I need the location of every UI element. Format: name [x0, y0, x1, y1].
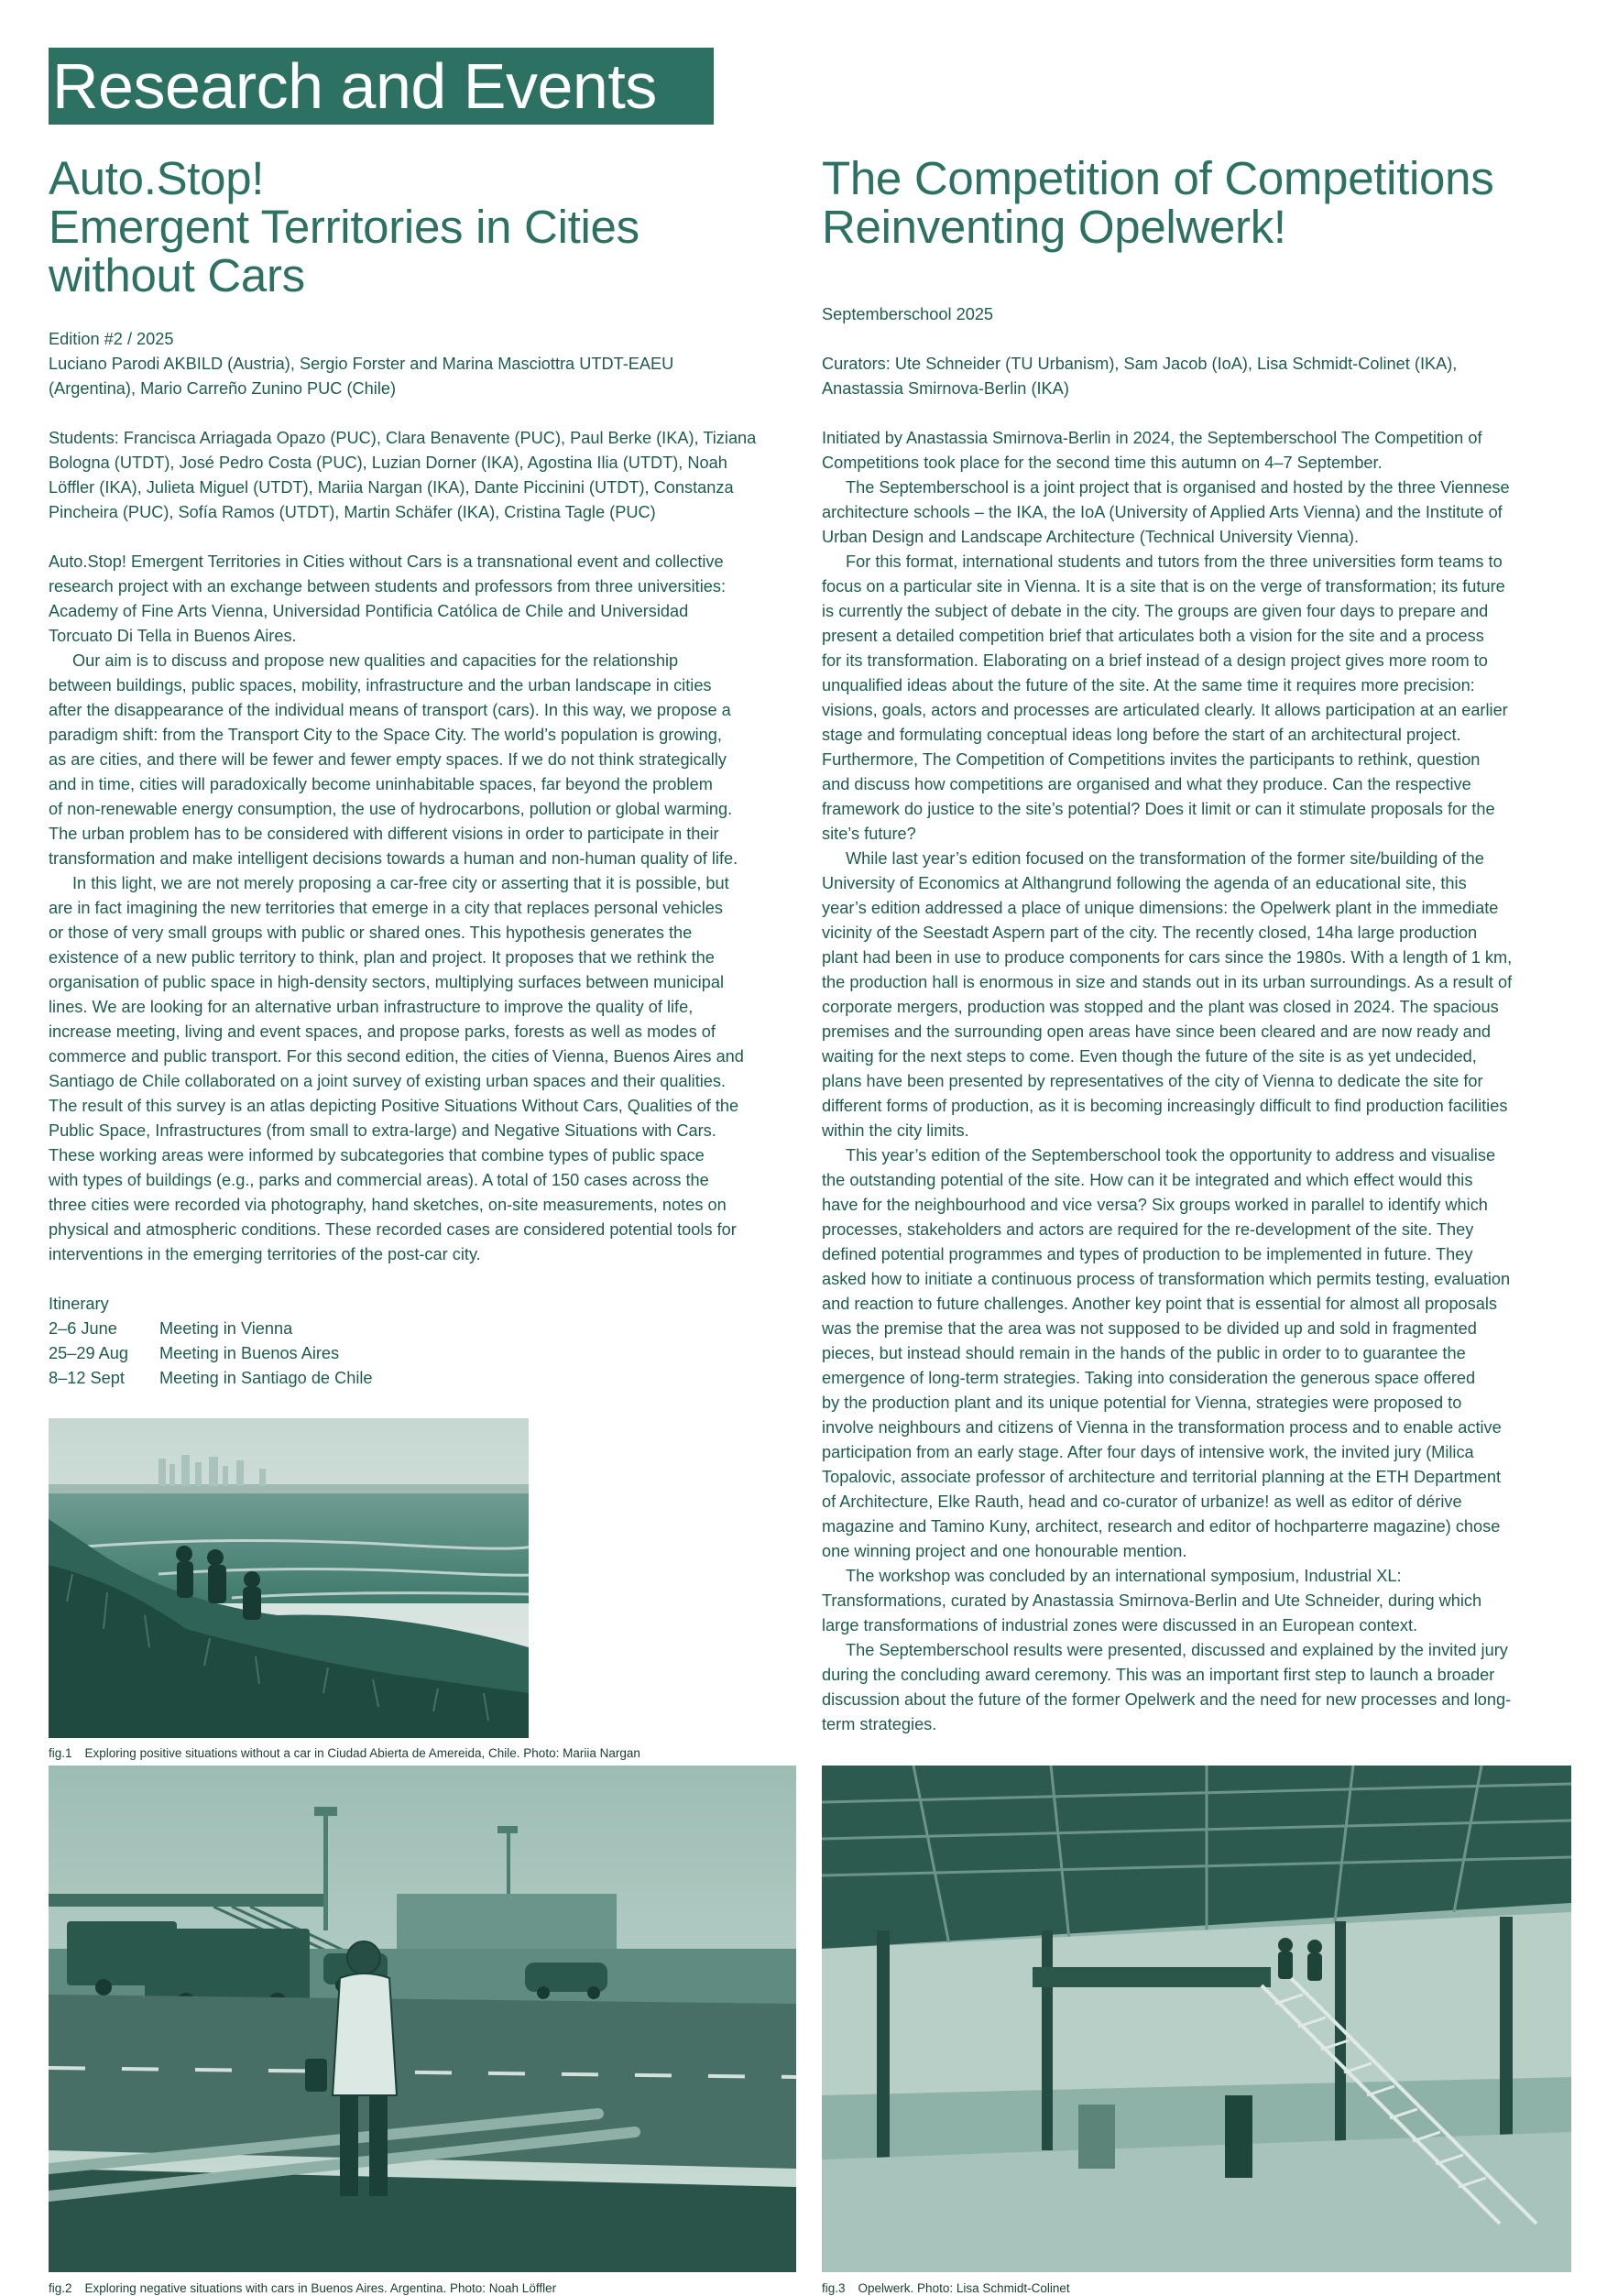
factory-photo-image — [822, 1766, 1571, 2272]
paragraph-line: site’s future? — [822, 825, 916, 843]
itinerary-row: 25–29 Aug Meeting in Buenos Aires — [49, 1344, 340, 1362]
paragraph-line: transformation and make intelligent decisions towards a human and non-human quality of life. — [49, 849, 738, 868]
paragraph-line: interventions in the emerging territories of the post-car city. — [49, 1245, 481, 1263]
itinerary — [49, 1292, 798, 1391]
paragraph-line: within the city limits. — [822, 1121, 969, 1140]
article-heading: The Competition of Competitions Reinventing Opelwerk! — [822, 152, 1494, 253]
paragraph-line: The urban problem has to be considered with different visions in order to participate in their — [49, 825, 719, 843]
article-auto-stop — [49, 154, 798, 1391]
paragraph-line: defined potential programmes and types of production to be implemented in future. They — [822, 1245, 1473, 1263]
paragraph-line: Initiated by Anastassia Smirnova-Berlin in 2024, the Septemberschool The Competition of — [822, 429, 1482, 447]
paragraph-line: for its transformation. Elaborating on a brief instead of a design project gives more room to — [822, 651, 1488, 670]
paragraph-line: The result of this survey is an atlas depicting Positive Situations Without Cars, Qualities of the — [49, 1097, 739, 1115]
paragraph-line: and discuss how competitions are organised and what they produce. Can the respective — [822, 775, 1471, 793]
paragraph-line: was the premise that the area was not supposed to be divided up and sold in fragmented — [822, 1319, 1477, 1338]
paragraph-line: the production hall is enormous in size and stands out in its urban surroundings. As a result of — [822, 973, 1513, 991]
paragraph-line: present a detailed competition brief that articulates both a vision for the site and a process — [822, 627, 1484, 645]
paragraph-line: The Septemberschool results were presented, discussed and explained by the invited jury — [846, 1641, 1508, 1659]
paragraph-line: Torcuato Di Tella in Buenos Aires. — [49, 627, 297, 645]
paragraph-line: increase meeting, living and event spaces, and propose parks, forests as well as modes of — [49, 1022, 716, 1041]
article-competition — [822, 154, 1571, 1737]
body-paragraph — [822, 1638, 1571, 1737]
paragraph-line: different forms of production, as it is becoming increasingly difficult to find production facilities — [822, 1097, 1508, 1115]
paragraph-line: Public Space, Infrastructures (from small to extra-large) and Negative Situations with Cars. — [49, 1121, 716, 1140]
paragraph-line: the outstanding potential of the site. How can it be integrated and which effect would this — [822, 1171, 1473, 1189]
paragraph-line: after the disappearance of the individual means of transport (cars). In this way, we propose a — [49, 701, 731, 719]
paragraph-line: emergence of long-term strategies. Taking into consideration the generous space offered — [822, 1369, 1476, 1387]
paragraph-line: year’s edition addressed a place of unique dimensions: the Opelwerk plant in the immediate — [822, 899, 1499, 917]
body-paragraph — [822, 847, 1571, 1143]
paragraph-line: have for the neighbourhood and vice versa? Six groups worked in parallel to identify which — [822, 1196, 1488, 1214]
article-heading: Auto.Stop! Emergent Territories in Cities without Cars — [49, 152, 640, 301]
paragraph-line: existence of a new public territory to think, plan and project. It proposes that we rethink the — [49, 948, 715, 967]
body-paragraph — [822, 1564, 1571, 1638]
article-body — [822, 426, 1571, 1737]
paragraph-line: physical and atmospheric conditions. These recorded cases are considered potential tools for — [49, 1220, 737, 1239]
paragraph-line: While last year’s edition focused on the transformation of the former site/building of the — [846, 849, 1484, 868]
body-paragraph — [822, 426, 1571, 476]
highway-photo-image — [49, 1766, 796, 2272]
figure-1-caption: fig.1 Exploring positive situations without a car in Ciudad Abierta de Amereida, Chile. Photo: Mariia Nargan — [49, 1746, 640, 1760]
paragraph-line: architecture schools – the IKA, the IoA (University of Applied Arts Vienna) and the Institute of — [822, 503, 1503, 521]
paragraph-line: plant had been in use to produce components for cars since the 1980s. With a length of 1 km, — [822, 948, 1513, 967]
curators-list: Curators: Ute Schneider (TU Urbanism), Sam Jacob (IoA), Lisa Schmidt-Colinet (IKA), Anastassia Smirnova-Berlin (IKA) — [822, 355, 1458, 398]
paragraph-line: Competitions took place for the second time this autumn on 4–7 September. — [822, 454, 1383, 472]
paragraph-line: premises and the surrounding open areas have since been cleared and are now ready and — [822, 1022, 1492, 1041]
paragraph-line: stage and formulating conceptual ideas long before the start of an architectural project. — [822, 726, 1461, 744]
paragraph-line: processes, stakeholders and actors are required for the re-development of the site. They — [822, 1220, 1474, 1239]
paragraph-line: paradigm shift: from the Transport City to the Space City. The world’s population is growing, — [49, 726, 722, 744]
figure-3-photo — [822, 1766, 1571, 2272]
paragraph-line: organisation of public space in high-density sectors, multiplying surfaces between municipal — [49, 973, 724, 991]
tutors-list: Luciano Parodi AKBILD (Austria), Sergio Forster and Marina Masciottra UTDT-EAEU (Argentina), Mario Carreño Zunino PUC (Chile) — [49, 355, 674, 398]
body-paragraph — [49, 550, 798, 649]
figure-1-photo — [49, 1418, 529, 1738]
paragraph-line: discussion about the future of the former Opelwerk and the need for new processes and long- — [822, 1690, 1512, 1709]
edition-label: Edition #2 / 2025 — [49, 330, 174, 348]
paragraph-line: These working areas were informed by subcategories that combine types of public space — [49, 1146, 705, 1164]
subtitle: Septemberschool 2025 — [822, 305, 994, 323]
paragraph-line: three cities were recorded via photography, hand sketches, on-site measurements, notes on — [49, 1196, 727, 1214]
paragraph-line: For this format, international students and tutors from the three universities form teams to — [846, 552, 1503, 571]
itinerary-row: 8–12 Sept Meeting in Santiago de Chile — [49, 1369, 373, 1387]
paragraph-line: of non-renewable energy consumption, the use of hydrocarbons, pollution or global warming. — [49, 800, 733, 818]
figure-3-caption: fig.3 Opelwerk. Photo: Lisa Schmidt-Colinet — [822, 2281, 1070, 2295]
paragraph-line: In this light, we are not merely proposing a car-free city or asserting that it is possible, but — [72, 874, 729, 892]
paragraph-line: involve neighbours and citizens of Vienna in the transformation process and to enable active — [822, 1418, 1502, 1437]
paragraph-line: are in fact imagining the new territories that emerge in a city that replaces personal vehicles — [49, 899, 723, 917]
paragraph-line: Academy of Fine Arts Vienna, Universidad Pontificia Católica de Chile and Universidad — [49, 602, 689, 620]
paragraph-line: of Architecture, Elke Rauth, head and co-curator of urbanize! as well as editor of dérive — [822, 1492, 1462, 1511]
paragraph-line: research project with an exchange between students and professors from three universities: — [49, 577, 727, 596]
paragraph-line: lines. We are looking for an alternative urban infrastructure to improve the quality of life, — [49, 998, 694, 1016]
paragraph-line: one winning project and one honourable mention. — [822, 1542, 1187, 1560]
paragraph-line: Transformations, curated by Anastassia Smirnova-Berlin and Ute Schneider, during which — [822, 1591, 1482, 1610]
paragraph-line: University of Economics at Althangrund following the agenda of an educational site, this — [822, 874, 1467, 892]
paragraph-line: vicinity of the Seestadt Aspern part of the city. The recently closed, 14ha large production — [822, 924, 1478, 942]
paragraph-line: Topalovic, associate professor of architecture and territorial planning at the ETH Department — [822, 1468, 1502, 1486]
itinerary-row: 2–6 June Meeting in Vienna — [49, 1319, 293, 1338]
figure-2-caption: fig.2 Exploring negative situations with cars in Buenos Aires. Argentina. Photo: Noah Löffler — [49, 2281, 557, 2295]
paragraph-line: and reaction to future challenges. Another key point that is essential for almost all proposals — [822, 1295, 1498, 1313]
paragraph-line: by the production plant and its unique potential for Vienna, strategies were proposed to — [822, 1394, 1462, 1412]
paragraph-line: The Septemberschool is a joint project that is organised and hosted by the three Viennese — [846, 478, 1510, 497]
paragraph-line: Urban Design and Landscape Architecture (Technical University Vienna). — [822, 528, 1360, 546]
paragraph-line: and in time, cities will paradoxically become uninhabitable spaces, far beyond the problem — [49, 775, 713, 793]
paragraph-line: term strategies. — [822, 1715, 937, 1733]
section-banner-title: Research and Events — [49, 48, 714, 125]
itinerary-title: Itinerary — [49, 1295, 109, 1313]
paragraph-line: commerce and public transport. For this second edition, the cities of Vienna, Buenos Aires and — [49, 1047, 744, 1066]
body-paragraph — [822, 550, 1571, 847]
paragraph-line: with types of buildings (e.g., parks and commercial areas). A total of 150 cases across the — [49, 1171, 709, 1189]
paragraph-line: framework do justice to the site’s potential? Does it limit or can it stimulate proposals for the — [822, 800, 1495, 818]
body-paragraph — [822, 476, 1571, 550]
paragraph-line: corporate mergers, production was stopped and the plant was closed in 2024. The spacious — [822, 998, 1499, 1016]
paragraph-line: large transformations of industrial zones were discussed in an European context. — [822, 1616, 1418, 1635]
paragraph-line: This year’s edition of the Septemberschool took the opportunity to address and visualise — [846, 1146, 1496, 1164]
paragraph-line: participation from an early stage. After four days of intensive work, the invited jury (Milica — [822, 1443, 1474, 1461]
paragraph-line: Santiago de Chile collaborated on a joint survey of existing urban spaces and their qualities. — [49, 1072, 727, 1090]
paragraph-line: pieces, but instead should remain in the hands of the public in order to to guarantee the — [822, 1344, 1466, 1362]
paragraph-line: The workshop was concluded by an international symposium, Industrial XL: — [846, 1567, 1402, 1585]
figure-2-photo — [49, 1766, 796, 2272]
paragraph-line: during the concluding award ceremony. This was an important first step to launch a broader — [822, 1666, 1495, 1684]
body-paragraph — [822, 1143, 1571, 1564]
paragraph-line: visions, goals, actors and processes are articulated clearly. It allows participation at an earlier — [822, 701, 1508, 719]
paragraph-line: or those of very small groups with public or shared ones. This hypothesis generates the — [49, 924, 693, 942]
paragraph-line: between buildings, public spaces, mobility, infrastructure and the urban landscape in cities — [49, 676, 712, 694]
paragraph-line: unqualified ideas about the future of the site. At the same time it requires more precision: — [822, 676, 1475, 694]
students-list: Students: Francisca Arriagada Opazo (PUC), Clara Benavente (PUC), Paul Berke (IKA), Tiziana Bologna (UTDT), José Pedro Costa (PUC), Luzian Dorner (IKA), Agostina Ilia (UTDT), Noah Löffler (IKA), Julieta Miguel (UTDT), Mariia Nargan (IKA), Dante Piccinini (UTDT), Constanza Pincheira (PUC), Sofía Ramos (UTDT), Martin Schäfer (IKA), Cristina Tagle (PUC) — [49, 429, 757, 521]
paragraph-line: asked how to initiate a continuous process of transformation which permits testing, evaluation — [822, 1270, 1511, 1288]
body-paragraph — [49, 871, 798, 1267]
paragraph-line: Our aim is to discuss and propose new qualities and capacities for the relationship — [72, 651, 679, 670]
body-paragraph — [49, 649, 798, 871]
paragraph-line: Auto.Stop! Emergent Territories in Cities without Cars is a transnational event and collective — [49, 552, 724, 571]
paragraph-line: plans have been presented by representatives of the city of Vienna to dedicate the site for — [822, 1072, 1483, 1090]
paragraph-line: is currently the subject of debate in the city. The groups are given four days to prepare and — [822, 602, 1489, 620]
paragraph-line: Furthermore, The Competition of Competitions invites the participants to rethink, question — [822, 750, 1481, 769]
coast-photo-image — [49, 1418, 529, 1738]
paragraph-line: as are cities, and there will be fewer and fewer empty spaces. If we do not think strategically — [49, 750, 727, 769]
paragraph-line: waiting for the next steps to come. Even though the future of the site is as yet undecided, — [822, 1047, 1477, 1066]
paragraph-line: focus on a particular site in Vienna. It is a site that is on the verge of transformation; its future — [822, 577, 1505, 596]
paragraph-line: magazine and Tamino Kuny, architect, research and editor of hochparterre magazine) chose — [822, 1517, 1501, 1536]
article-body — [49, 550, 798, 1267]
